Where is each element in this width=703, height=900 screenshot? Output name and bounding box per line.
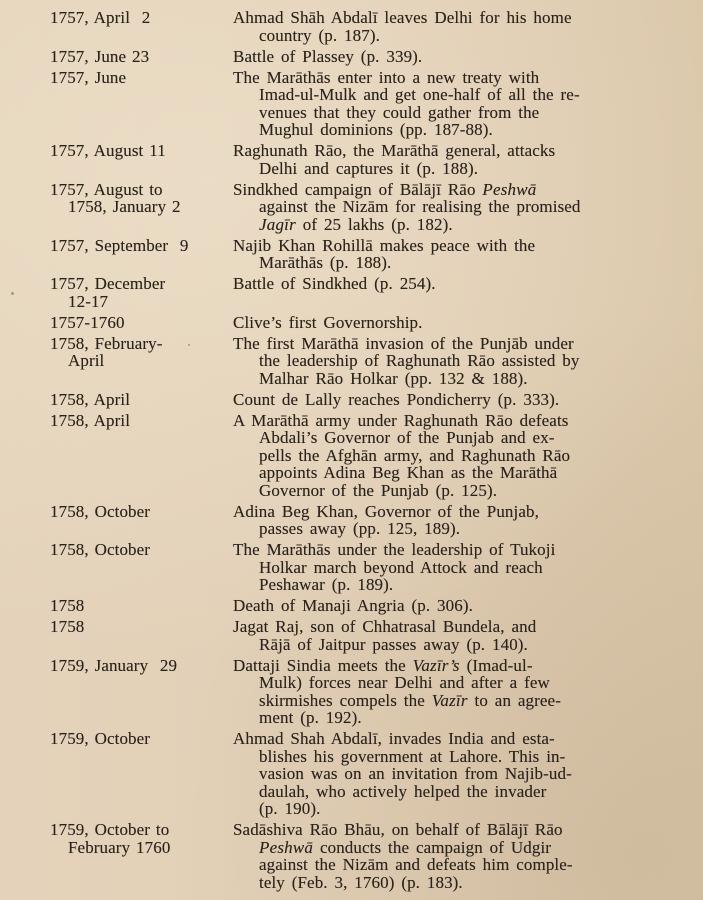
timeline-entry xyxy=(50,391,607,409)
entry-date: 1758, October xyxy=(50,501,151,521)
timeline-entry xyxy=(50,142,607,177)
entry-date: 1757, April 2 xyxy=(50,8,151,27)
entry-description: Raghunath Rāo, the Marāthā general, attacks Delhi and captures it (p. 188). xyxy=(233,141,556,178)
timeline-entry xyxy=(50,275,607,310)
timeline-entry xyxy=(50,181,607,234)
entry-date: 1757, September 9 xyxy=(50,235,189,255)
timeline-entry xyxy=(50,9,607,44)
entry-date: 1759, October xyxy=(50,729,151,748)
timeline-entry xyxy=(50,541,607,594)
entry-description: Death of Manaji Angria (p. 306). xyxy=(233,596,473,615)
timeline-entry xyxy=(50,48,607,66)
entry-description: Battle of Plassey (p. 339). xyxy=(233,46,423,66)
timeline-entry xyxy=(50,314,607,332)
entry-date: 1757, June 23 xyxy=(50,46,150,66)
timeline-entry xyxy=(50,657,607,727)
entry-date: 1757, August 11 xyxy=(50,141,166,160)
entry-description: Sindkhed campaign of Bālājī Rāo Peshwā against the Nizām for realising the promised Jagīr of 25 lakhs (p. 182). xyxy=(233,179,581,234)
entry-date: 1758 xyxy=(50,596,85,615)
entry-date: 1758, April xyxy=(50,410,131,430)
entry-date: 1758 xyxy=(50,617,85,636)
timeline-entry xyxy=(50,597,607,615)
timeline-entry xyxy=(50,237,607,272)
entry-date: 1757, December 12-17 xyxy=(50,274,166,311)
entry-description: Ahmad Shāh Abdalī leaves Delhi for his home country (p. 187). xyxy=(233,8,572,45)
entry-description: Adina Beg Khan, Governor of the Punjab, passes away (pp. 125, 189). xyxy=(233,501,539,538)
entry-description: Count de Lally reaches Pondicherry (p. 333). xyxy=(233,389,560,409)
chronology-list xyxy=(50,9,607,891)
timeline-entry xyxy=(50,335,607,388)
entry-description: Ahmad Shah Abdalī, invades India and esta- blishes his government at Lahore. This in- vasion was on an invitation from Najib-ud- daulah, who actively helped the invader (p. 190). xyxy=(233,729,572,818)
paper-speck xyxy=(188,344,190,346)
entry-date: 1758, October xyxy=(50,540,151,559)
timeline-entry xyxy=(50,503,607,538)
entry-description: The first Marāthā invasion of the Punjāb under the leadership of Raghunath Rāo assisted by Malhar Rāo Holkar (pp. 132 & 188). xyxy=(233,333,580,388)
timeline-entry xyxy=(50,821,607,891)
entry-description: Najib Khan Rohillā makes peace with the Marāthās (p. 188). xyxy=(233,235,536,272)
entry-description: A Marāthā army under Raghunath Rāo defeats Abdali’s Governor of the Punjab and ex- pells the Afghān army, and Raghunath Rāo appoints Adina Beg Khan as the Marāthā Governor of the Punjab (p. 125). xyxy=(233,410,571,500)
entry-description: Clive’s first Governorship. xyxy=(233,312,423,332)
entry-description: Dattaji Sindia meets the Vazīr’s (Imad-ul- Mulk) forces near Delhi and after a few skirmishes compels the Vazīr to an agree- ment (p. 192). xyxy=(233,655,561,727)
entry-description: Sadāshiva Rāo Bhāu, on behalf of Bālājī Rāo Peshwā conducts the campaign of Udgir against the Nizām and defeats him comple- tely (Feb. 3, 1760) (p. 183). xyxy=(233,820,573,892)
entry-date: 1757, June xyxy=(50,67,127,87)
entry-description: The Marāthās enter into a new treaty with Imad-ul-Mulk and get one-half of all the re- venues that they could gather from the Mughul dominions (pp. 187-88). xyxy=(233,67,580,139)
entry-description: Battle of Sindkhed (p. 254). xyxy=(233,274,436,293)
timeline-entry xyxy=(50,618,607,653)
timeline-entry xyxy=(50,69,607,139)
timeline-entry xyxy=(50,730,607,818)
entry-date: 1759, October to February 1760 xyxy=(50,820,171,857)
entry-description: Jagat Raj, son of Chhatrasal Bundela, and Rājā of Jaitpur passes away (p. 140). xyxy=(233,617,537,654)
entry-date: 1759, January 29 xyxy=(50,655,178,675)
entry-date: 1758, February- April xyxy=(50,333,163,370)
timeline-entry xyxy=(50,412,607,500)
entry-date: 1757, August to 1758, January 2 xyxy=(50,179,181,216)
entry-description: The Marāthās under the leadership of Tukoji Holkar march beyond Attock and reach Peshawar (p. 189). xyxy=(233,540,556,594)
entry-date: 1757-1760 xyxy=(50,312,125,332)
paper-speck xyxy=(11,292,14,295)
entry-date: 1758, April xyxy=(50,389,131,409)
